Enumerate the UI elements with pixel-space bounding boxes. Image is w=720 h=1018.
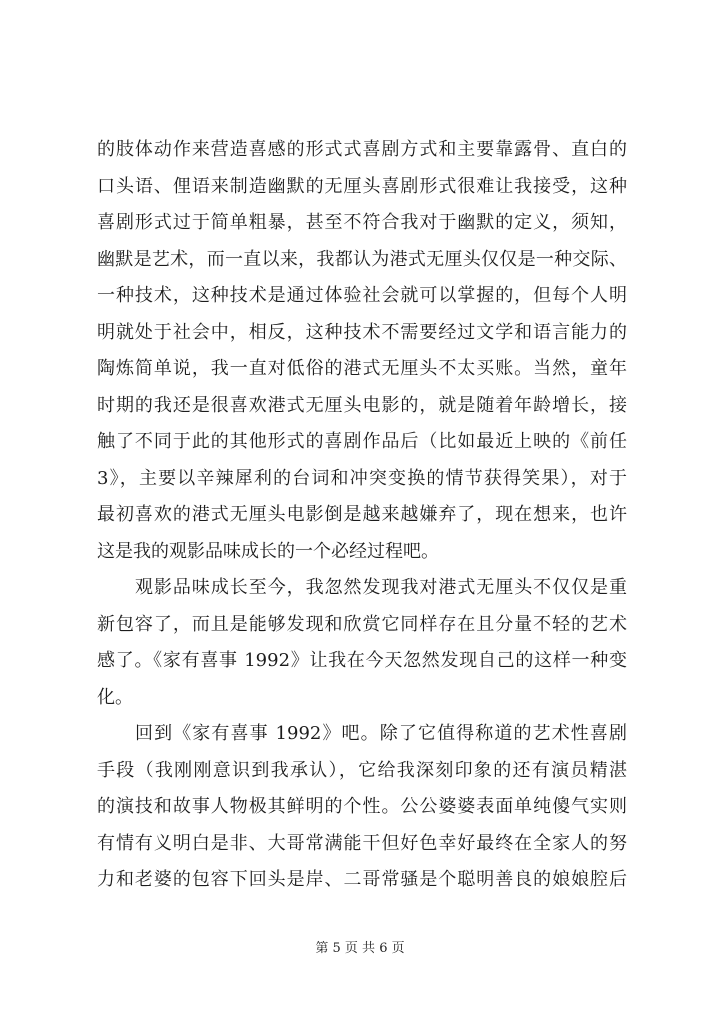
text-line: 感了。《家有喜事 1992》让我在今天忽然发现自己的这样一种变 [97, 650, 627, 671]
text-line: 回到《家有喜事 1992》吧。除了它值得称道的艺术性喜剧 [135, 723, 627, 744]
text-line: 陶炼简单说，我一直对低俗的港式无厘头不太买账。当然，童年 [97, 358, 627, 379]
text-line: 3》，主要以辛辣犀利的台词和冲突变换的情节获得笑果），对于 [97, 467, 627, 489]
paragraph [97, 716, 627, 899]
page-footer: 第 5 页 共 6 页 [315, 941, 405, 956]
paragraph [97, 570, 627, 716]
text-line: 这是我的观影品味成长的一个必经过程吧。 [97, 540, 439, 562]
text-line: 的演技和故事人物极其鲜明的个性。公公婆婆表面单纯傻气实则 [97, 796, 627, 817]
text-line: 时期的我还是很喜欢港式无厘头电影的，就是随着年龄增长，接 [97, 394, 627, 416]
paragraph-continued [97, 132, 627, 570]
text-line: 力和老婆的包容下回头是岸、二哥常骚是个聪明善良的娘娘腔后 [97, 869, 627, 890]
text-line: 有情有义明白是非、大哥常满能干但好色幸好最终在全家人的努 [97, 832, 627, 854]
text-line: 一种技术，这种技术是通过体验社会就可以掌握的，但每个人明 [97, 285, 627, 306]
text-line: 幽默是艺术，而一直以来，我都认为港式无厘头仅仅是一种交际、 [97, 248, 627, 270]
document-body [97, 132, 627, 899]
text-line: 口头语、俚语来制造幽默的无厘头喜剧形式很难让我接受，这种 [97, 175, 627, 197]
text-line: 手段（我刚刚意识到我承认），它给我深刻印象的还有演员精湛 [97, 759, 627, 781]
text-line: 最初喜欢的港式无厘头电影倒是越来越嫌弃了，现在想来，也许 [97, 504, 627, 525]
text-line: 的肢体动作来营造喜感的形式式喜剧方式和主要靠露骨、直白的 [97, 139, 627, 160]
text-line: 观影品味成长至今，我忽然发现我对港式无厘头不仅仅是重 [135, 577, 627, 598]
text-line: 明就处于社会中，相反，这种技术不需要经过文学和语言能力的 [97, 321, 627, 343]
text-line: 触了不同于此的其他形式的喜剧作品后（比如最近上映的《前任 [97, 431, 627, 452]
text-line: 喜剧形式过于简单粗暴，甚至不符合我对于幽默的定义，须知， [97, 212, 627, 233]
text-line: 新包容了，而且是能够发现和欣赏它同样存在且分量不轻的艺术 [97, 613, 627, 635]
text-line: 化。 [97, 686, 133, 708]
